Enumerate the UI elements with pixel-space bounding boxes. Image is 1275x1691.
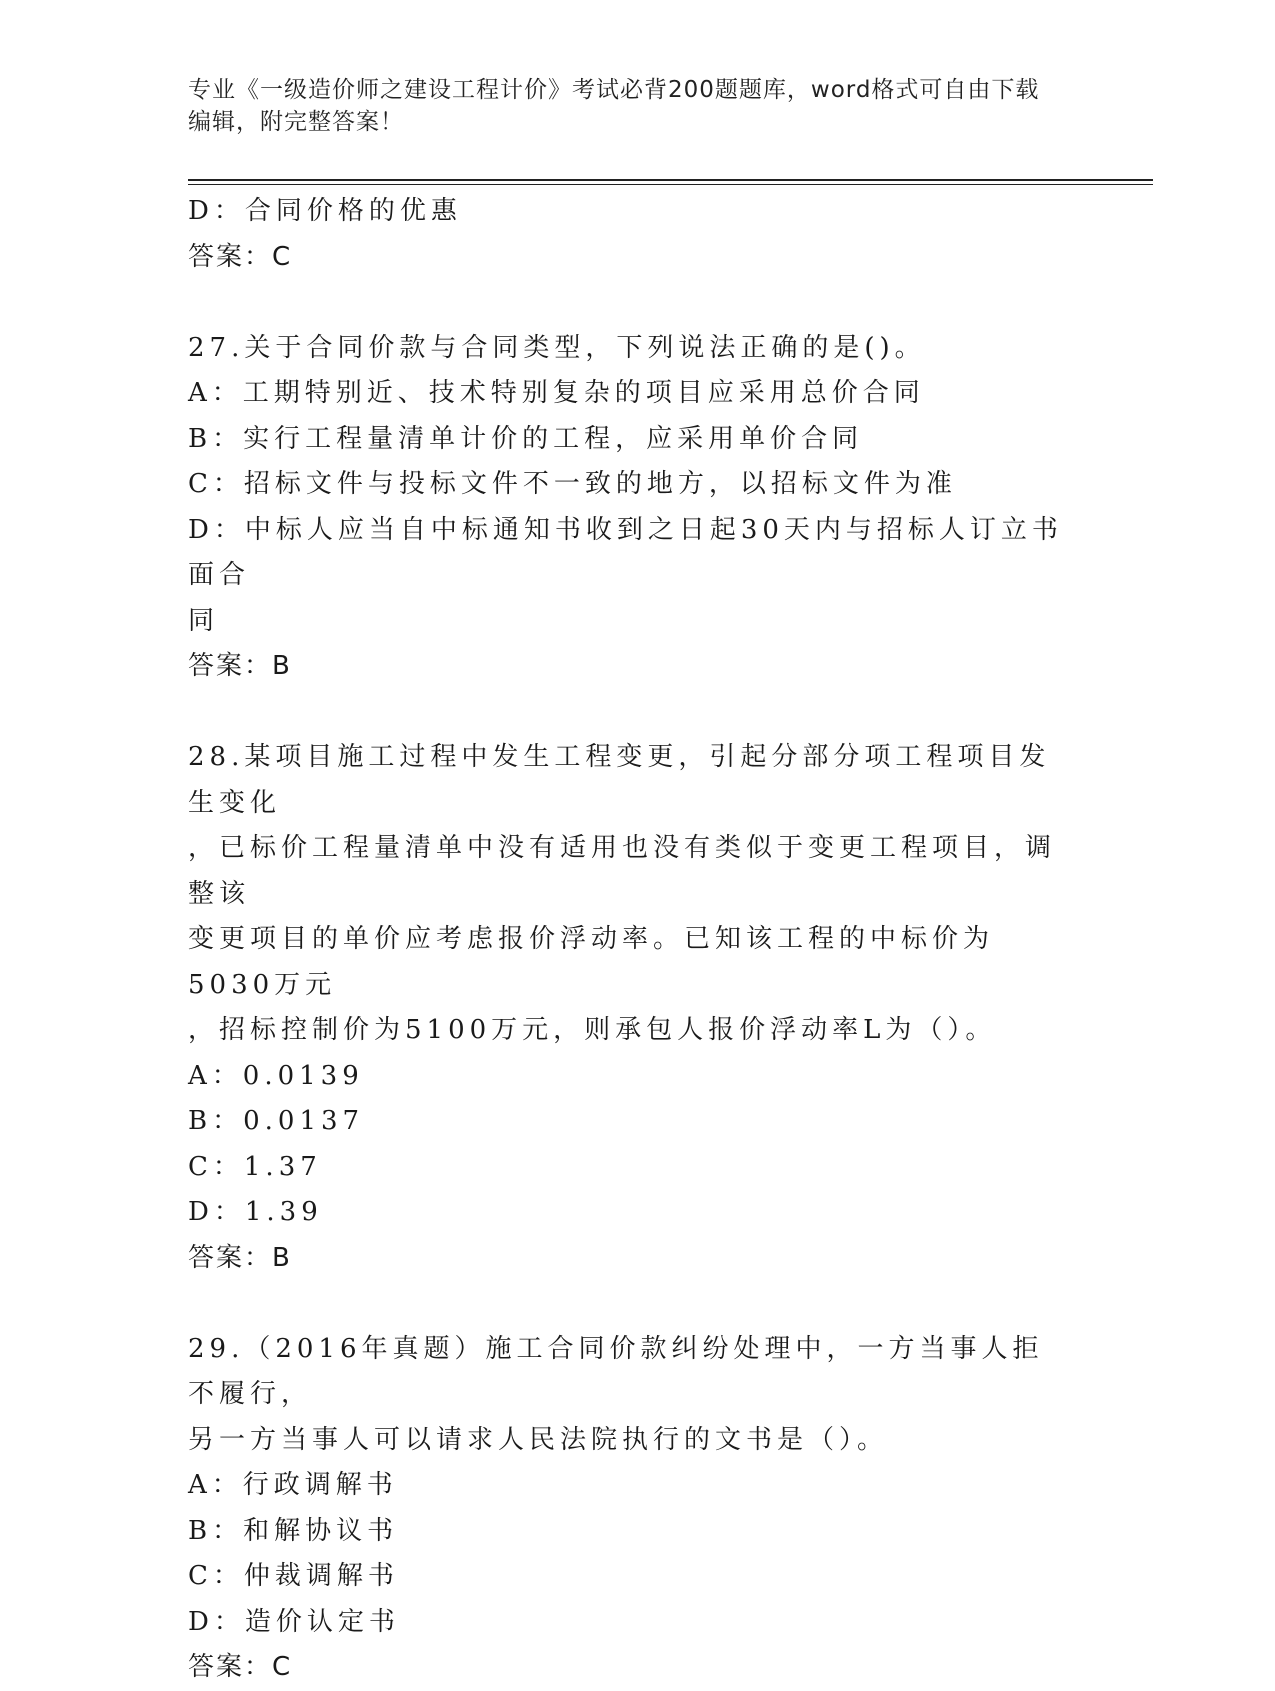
answer: 答案：B <box>188 1242 292 1273</box>
answer: 答案：C <box>188 241 293 272</box>
option-d-line-1: D：中标人应当自中标通知书收到之日起30天内与招标人订立书面合 <box>188 514 1063 590</box>
option-b: B：和解协议书 <box>188 1515 399 1546</box>
document-body <box>188 189 1068 1691</box>
option-b: B：实行工程量清单计价的工程，应采用单价合同 <box>188 423 864 454</box>
header-rule-thick <box>188 179 1153 181</box>
option-b: B：0.0137 <box>188 1106 365 1136</box>
question-stem-line-3: 变更项目的单价应考虑报价浮动率。已知该工程的中标价为5030万元 <box>188 924 995 1000</box>
spacer <box>188 690 1068 736</box>
question-26-tail <box>188 189 1068 280</box>
header-line-1: 专业《一级造价师之建设工程计价》考试必背200题题库，word格式可自由下载 <box>188 77 1040 103</box>
option-d: D：合同价格的优惠 <box>188 196 462 226</box>
answer: 答案：C <box>188 1652 293 1682</box>
option-d: D：1.39 <box>188 1197 323 1227</box>
question-stem-line-4: ，招标控制价为5100万元，则承包人报价浮动率L为（）。 <box>188 1015 997 1045</box>
option-d: D：造价认定书 <box>188 1606 400 1637</box>
answer: 答案：B <box>188 651 292 681</box>
question-28 <box>188 735 1068 1281</box>
header-line-2: 编辑，附完整答案！ <box>188 109 404 135</box>
question-stem-line-2: 另一方当事人可以请求人民法院执行的文书是（）。 <box>188 1424 889 1455</box>
question-stem-line-1: 29.（2016年真题）施工合同价款纠纷处理中，一方当事人拒不履行， <box>188 1333 1044 1409</box>
option-a: A：工期特别近、技术特别复杂的项目应采用总价合同 <box>188 378 925 408</box>
question-stem: 27.关于合同价款与合同类型，下列说法正确的是()。 <box>188 332 926 363</box>
option-a: A：0.0139 <box>188 1060 364 1091</box>
option-a: A：行政调解书 <box>188 1470 398 1500</box>
header-rule-thin <box>188 184 1153 185</box>
option-c: C：1.37 <box>188 1151 322 1182</box>
spacer <box>188 280 1068 326</box>
option-c: C：仲裁调解书 <box>188 1561 399 1591</box>
option-d-line-2: 同 <box>188 605 220 636</box>
question-27 <box>188 326 1068 690</box>
question-29 <box>188 1327 1068 1691</box>
question-stem-line-2: ，已标价工程量清单中没有适用也没有类似于变更工程项目，调整该 <box>188 833 1057 909</box>
page-header <box>188 74 1068 138</box>
option-c: C：招标文件与投标文件不一致的地方，以招标文件为准 <box>188 469 957 499</box>
question-stem-line-1: 28.某项目施工过程中发生工程变更，引起分部分项工程项目发生变化 <box>188 742 1051 818</box>
spacer <box>188 1281 1068 1327</box>
